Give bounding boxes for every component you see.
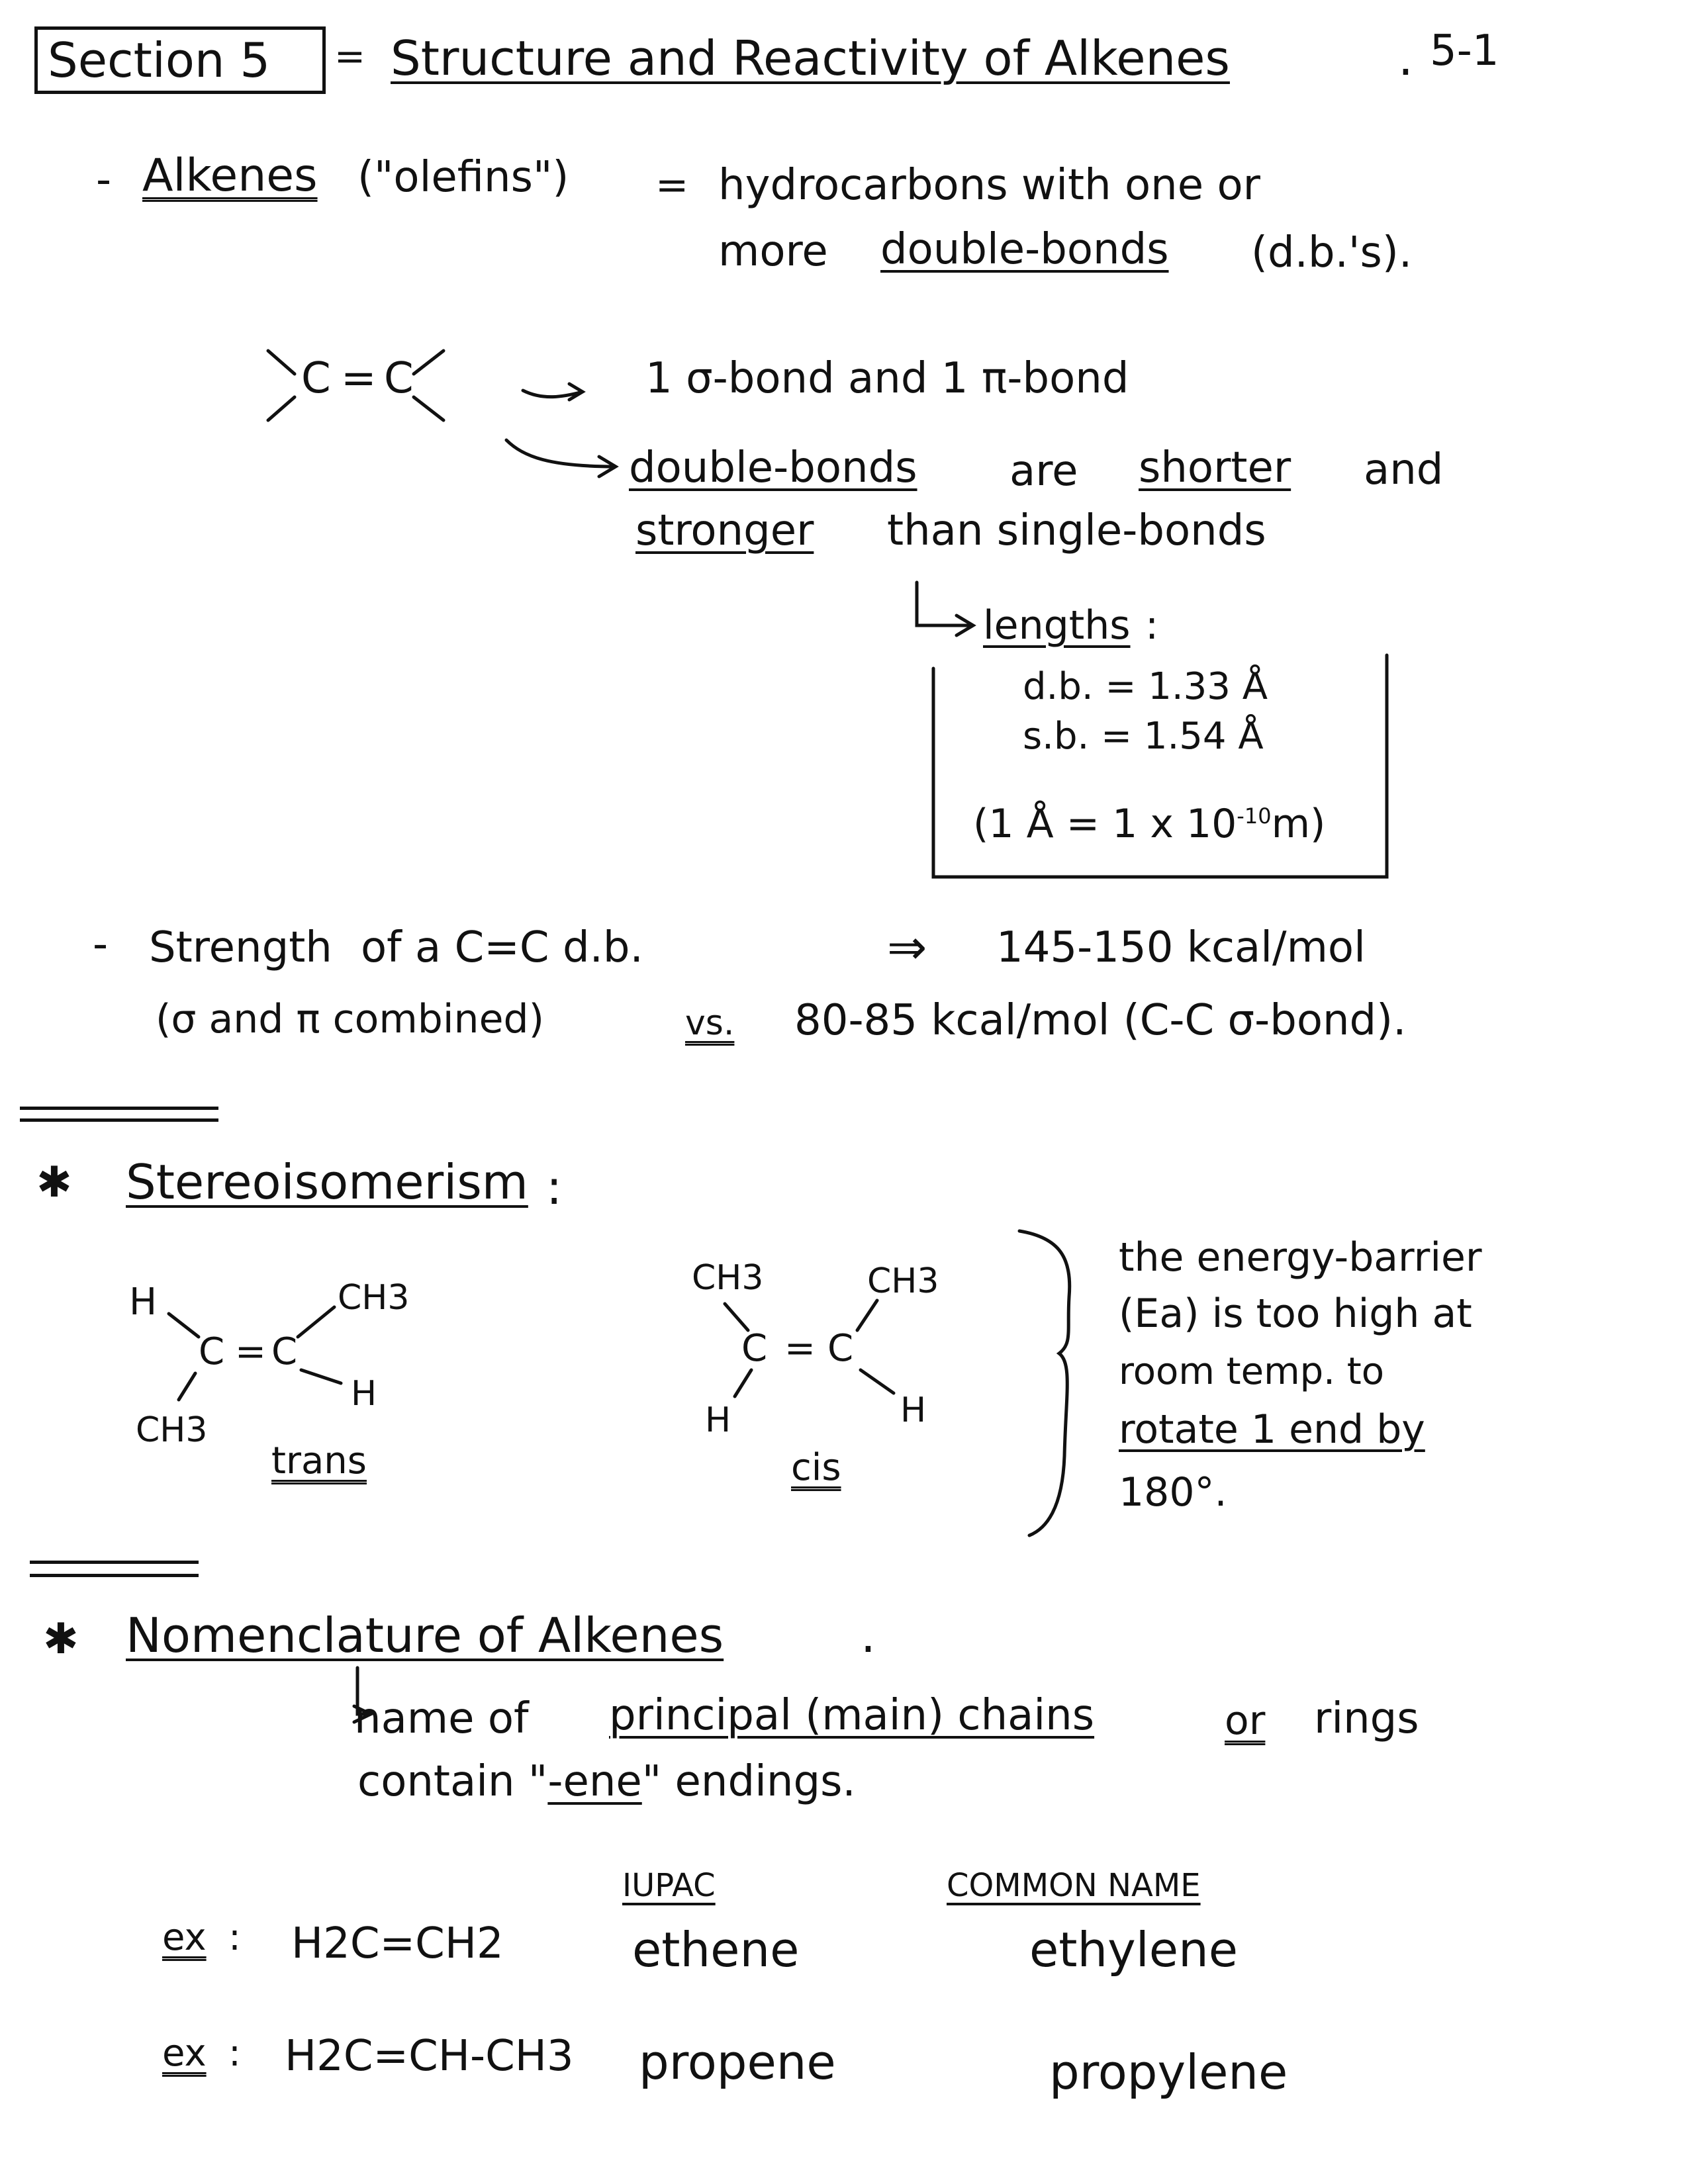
strength-label: Strength [149,923,332,972]
db-length: d.b. = 1.33 Å [1023,665,1268,708]
double-bonds-label: double-bonds [629,443,917,492]
example-1-label: ex [162,1916,207,1959]
trans-carbon-1: C [199,1330,225,1373]
and-text: and [1364,445,1444,494]
bullet-dash: - [96,156,112,205]
trans-equals: = [235,1330,266,1373]
cis-bottom-left: H [705,1400,731,1440]
are-text: are [1009,447,1078,496]
strength-dash: - [93,920,109,969]
example-1-common: ethylene [1029,1922,1238,1978]
trans-carbon-2: C [271,1330,298,1373]
nomenclature-line-2: contain "-ene" endings. [357,1757,856,1806]
page-title: Structure and Reactivity of Alkenes [391,30,1230,86]
cis-bottom-right: H [900,1390,927,1430]
cis-label: cis [791,1446,841,1489]
strength-of-cc: of a C=C d.b. [361,923,643,972]
single-bond-strength: 80-85 kcal/mol (C-C σ-bond). [794,996,1407,1045]
divider-1b [20,1118,218,1122]
bond-equals: = [341,354,377,403]
olefins-alias: ("olefins") [357,153,569,202]
energy-note-line-3: room temp. to [1119,1350,1384,1393]
cis-carbon-2: C [827,1327,854,1370]
bond-carbon-2: C [384,354,414,403]
example-2-common: propylene [1049,2044,1288,2100]
trans-bottom-right: H [351,1374,377,1414]
common-name-column-header: COMMON NAME [947,1867,1201,1904]
example-1-iupac: ethene [632,1922,800,1978]
definition-double-bonds: double-bonds [880,225,1169,274]
lengths-label: lengths [983,602,1131,649]
cis-top-left: CH3 [692,1258,764,1298]
page-title-period: . [1398,30,1413,86]
vs-text: vs. [685,1003,735,1043]
definition-abbr: (d.b.'s). [1251,228,1413,277]
cis-top-right: CH3 [867,1261,939,1301]
alkenes-term: Alkenes [142,150,318,202]
trans-top-left: H [129,1281,158,1324]
energy-note-line-2: (Ea) is too high at [1119,1291,1472,1337]
trans-label: trans [271,1439,367,1482]
lengths-colon: : [1145,602,1159,649]
divider-2a [30,1561,199,1564]
definition-equals: = [655,162,689,208]
divider-1a [20,1107,218,1110]
cis-carbon-1: C [741,1327,768,1370]
angstrom-definition: (1 Å = 1 x $10^{-10}m$) [973,801,1326,847]
example-1-colon: : [228,1916,241,1959]
nomenclature-line-1a: name of [354,1694,529,1743]
strength-value: 145-150 kcal/mol [996,923,1366,972]
stereo-colon: : [546,1160,563,1215]
bond-carbon-1: C [301,354,331,403]
nomenclature-principal: principal (main) chains [609,1691,1095,1740]
divider-2b [30,1574,199,1577]
nomenclature-rings: rings [1314,1694,1419,1743]
bond-line-1: 1 σ-bond and 1 π-bond [645,354,1129,403]
example-2-iupac: propene [639,2034,836,2090]
stereo-bullet: ✱ [36,1158,72,1207]
header-equals: = [334,35,365,78]
sigma-pi-combined: (σ and π combined) [156,996,544,1042]
implies-arrow: ⇒ [887,919,927,975]
nomenclature-heading-period: . [861,1608,876,1663]
nomenclature-or: or [1225,1698,1266,1744]
example-1-formula: H2C=CH2 [291,1919,504,1968]
example-2-formula: H2C=CH-CH3 [285,2032,574,2081]
energy-note-line-4: rotate 1 end by [1119,1406,1425,1453]
example-2-colon: : [228,2032,241,2075]
example-2-label: ex [162,2032,207,2075]
definition-line-1: hydrocarbons with one or [718,161,1260,210]
section-label: Section 5 [48,32,271,88]
sb-length: s.b. = 1.54 Å [1023,715,1264,758]
trans-top-right: CH3 [338,1278,410,1318]
nomenclature-bullet: ✱ [43,1615,79,1664]
stereo-heading: Stereoisomerism [126,1154,528,1210]
cis-equals: = [784,1327,816,1370]
iupac-column-header: IUPAC [622,1867,716,1904]
shorter-label: shorter [1139,443,1291,492]
energy-note-line-5: 180°. [1119,1469,1227,1516]
than-single-bonds: than single-bonds [887,506,1266,555]
nomenclature-heading: Nomenclature of Alkenes [126,1608,724,1663]
definition-more: more [718,227,828,276]
energy-note-line-1: the energy-barrier [1119,1234,1482,1281]
page-number: 5-1 [1430,26,1499,75]
stronger-label: stronger [635,506,814,555]
trans-bottom-left: CH3 [136,1410,208,1450]
